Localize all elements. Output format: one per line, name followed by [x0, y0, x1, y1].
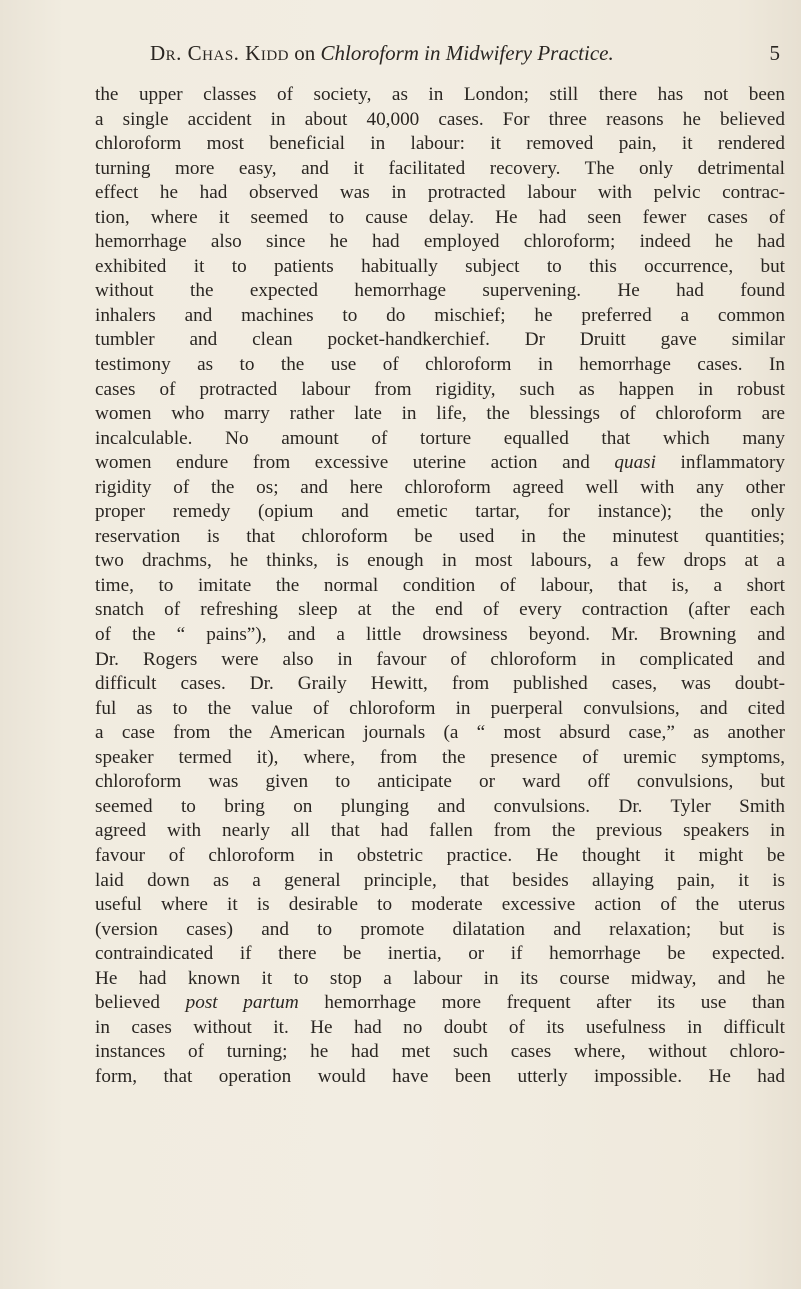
text-line: (version cases) and to promote dilatation and relaxation; but is [95, 918, 785, 940]
text-line: seemed to bring on plunging and convulsions. Dr. Tyler Smith [95, 795, 785, 817]
text-line: chloroform was given to anticipate or ward off convulsions, but [95, 771, 785, 793]
text-line: testimony as to the use of chloroform in hemorrhage cases. In [95, 354, 785, 376]
running-head [150, 38, 780, 68]
italic-term-post-partum: post partum [185, 992, 299, 1014]
text-line: cases of protracted labour from rigidity, such as happen in robust [95, 378, 785, 400]
text-line: a case from the American journals (a “ most absurd case,” as another [95, 722, 785, 744]
text-line: incalculable. No amount of torture equalled that which many [95, 427, 785, 449]
text-line: difficult cases. Dr. Graily Hewitt, from published cases, was doubt- [95, 673, 785, 695]
text-line: contraindicated if there be inertia, or if hemorrhage be expected. [95, 943, 785, 965]
running-head-title: Chloroform in Midwifery Practice. [320, 41, 614, 65]
italic-term-quasi: quasi [614, 452, 656, 474]
text-line: form, that operation would have been utterly impossible. He had [95, 1065, 785, 1087]
text-line: a single accident in about 40,000 cases. For three reasons he believed [95, 108, 785, 130]
text-segment: women endure from excessive uterine action and [95, 452, 615, 474]
page-number: 5 [769, 41, 780, 65]
text-line: instances of turning; he had met such cases where, without chloro- [95, 1041, 785, 1063]
text-line: effect he had observed was in protracted labour with pelvic contrac- [95, 182, 785, 204]
text-line-with-italic [95, 451, 785, 476]
text-line: proper remedy (opium and emetic tartar, for instance); the only [95, 501, 785, 523]
text-line: women who marry rather late in life, the blessings of chloroform are [95, 403, 785, 425]
text-segment: hemorrhage more frequent after its use than [298, 992, 785, 1014]
text-line: reservation is that chloroform be used in the minutest quantities; [95, 525, 785, 547]
text-segment: believed [95, 992, 186, 1014]
text-line: chloroform most beneficial in labour: it removed pain, it rendered [95, 133, 785, 155]
text-line: exhibited it to patients habitually subject to this occurrence, but [95, 255, 785, 277]
text-line: He had known it to stop a labour in its course midway, and he [95, 967, 785, 989]
text-line: inhalers and machines to do mischief; he preferred a common [95, 304, 785, 326]
text-line: rigidity of the os; and here chloroform agreed well with any other [95, 476, 785, 498]
text-line: the upper classes of society, as in London; still there has not been [95, 84, 785, 105]
text-line: laid down as a general principle, that besides allaying pain, it is [95, 869, 785, 891]
text-line: Dr. Rogers were also in favour of chloroform in complicated and [95, 648, 785, 670]
running-head-author: Dr. Chas. Kidd [150, 41, 290, 65]
text-line: favour of chloroform in obstetric practice. He thought it might be [95, 844, 785, 866]
body-text [95, 83, 785, 1089]
text-line: tion, where it seemed to cause delay. He had seen fewer cases of [95, 206, 785, 228]
text-segment: inflammatory [655, 452, 785, 474]
text-line: turning more easy, and it facilitated recovery. The only detrimental [95, 157, 785, 179]
text-line: without the expected hemorrhage supervening. He had found [95, 280, 785, 302]
text-line: speaker termed it), where, from the presence of uremic symptoms, [95, 746, 785, 768]
text-line: two drachms, he thinks, is enough in most labours, a few drops at a [95, 550, 785, 572]
text-line: hemorrhage also since he had employed chloroform; indeed he had [95, 231, 785, 253]
running-head-connector: on [289, 41, 321, 65]
text-line: time, to imitate the normal condition of labour, that is, a short [95, 574, 785, 596]
text-line: of the “ pains”), and a little drowsiness beyond. Mr. Browning and [95, 624, 785, 646]
text-line: in cases without it. He had no doubt of its usefulness in difficult [95, 1016, 785, 1038]
text-line-with-italic [95, 991, 785, 1016]
text-line: snatch of refreshing sleep at the end of every contraction (after each [95, 599, 785, 621]
text-line: agreed with nearly all that had fallen from the previous speakers in [95, 820, 785, 842]
text-line: useful where it is desirable to moderate excessive action of the uterus [95, 894, 785, 916]
text-line: tumbler and clean pocket-handkerchief. Dr Druitt gave similar [95, 329, 785, 351]
text-line: ful as to the value of chloroform in puerperal convulsions, and cited [95, 697, 785, 719]
